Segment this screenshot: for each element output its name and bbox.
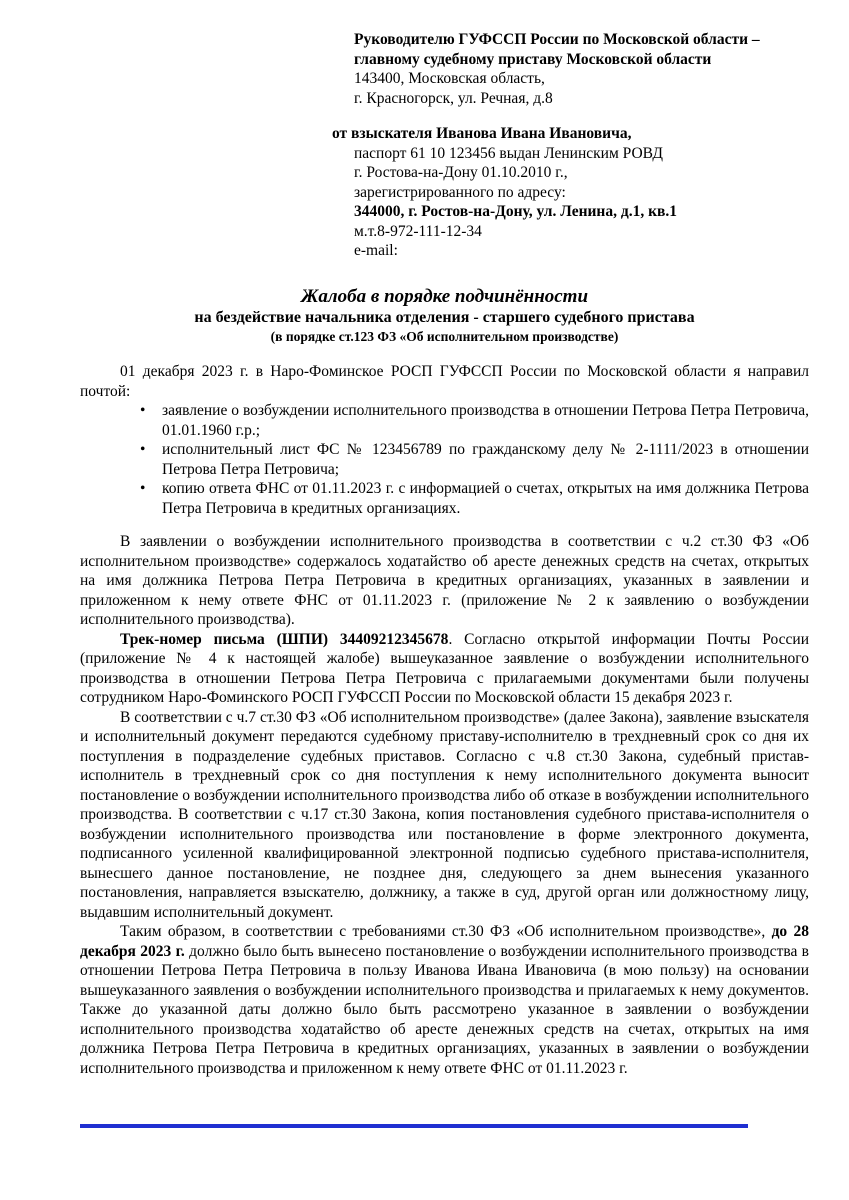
footer-divider <box>80 1124 748 1128</box>
document-title <box>80 286 809 346</box>
sender-line-7: e-mail: <box>354 242 398 259</box>
recipient-block <box>354 30 824 108</box>
list-item-text: копию ответа ФНС от 01.11.2023 г. с информацией о счетах, открытых на имя должника Петрова Петра Петровича в кредитных организациях. <box>162 480 809 517</box>
sender-block <box>332 124 822 261</box>
sender-line-3: г. Ростова-на-Дону 01.10.2010 г., <box>354 164 568 181</box>
list-item <box>80 401 809 440</box>
document-body <box>80 362 809 1078</box>
sender-line-6: м.т.8-972-111-12-34 <box>354 222 482 240</box>
conclusion-start: Таким образом, в соответствии с требованиями ст.30 ФЗ «Об исполнительном производстве», <box>120 923 772 940</box>
title-main: Жалоба в порядке подчинённости <box>300 286 589 307</box>
recipient-line-3: 143400, Московская область, <box>354 70 545 87</box>
recipient-line-1: Руководителю ГУФССП России по Московской области – <box>354 31 760 48</box>
sender-line-4: зарегистрированного по адресу: <box>354 183 566 201</box>
attachment-list <box>80 401 809 518</box>
recipient-line-2: главному судебному приставу Московской области <box>354 50 712 68</box>
bullet-icon: • <box>140 480 146 497</box>
tracking-number: Трек-номер письма (ШПИ) 34409212345678 <box>120 630 449 648</box>
deadline-date: до 28 декабря 2023 г. <box>80 923 810 960</box>
title-subtitle-2: (в порядке ст.123 ФЗ «Об исполнительном производстве) <box>270 329 619 344</box>
intro-paragraph: 01 декабря 2023 г. в Наро-Фоминское РОСП ГУФССП России по Московской области я направил почтой: <box>80 363 809 400</box>
paragraph-conclusion <box>80 922 809 1078</box>
recipient-line-4: г. Красногорск, ул. Речная, д.8 <box>354 89 553 107</box>
list-item-text: исполнительный лист ФС № 123456789 по гражданскому делу № 2-1111/2023 в отношении Петрова Петра Петровича; <box>162 441 809 478</box>
sender-line-2: паспорт 61 10 123456 выдан Ленинским РОВД <box>354 144 663 162</box>
tracking-text: . Согласно открытой информации Почты России (приложение № 4 к настоящей жалобе) вышеуказанное заявление о возбуждении исполнительного производства в отношении Петрова Петра Петровича с прилагаемыми документами были получены сотрудником Наро-Фоминского РОСП ГУФССП России по Московской области 15 декабря 2023 г. <box>80 630 809 706</box>
paragraph-petition: В заявлении о возбуждении исполнительного производства в соответствии с ч.2 ст.30 ФЗ «Об исполнительном производстве» содержалось ходатайство об аресте денежных средств на счетах, открытых на имя должника Петрова Петра Петровича в кредитных организациях, указанных в заявлении и приложенном к нему ответе ФНС от 01.11.2023 г. (приложение № 2 к заявлению о возбуждении исполнительного производства). <box>80 533 809 628</box>
paragraph-law: В соответствии с ч.7 ст.30 ФЗ «Об исполнительном производстве» (далее Закона), заявление взыскателя и исполнительный документ передаются судебному приставу-исполнителю в трехдневный срок со дня их поступления в подразделение судебных приставов. Согласно с ч.8 ст.30 Закона, судебный пристав-исполнитель в трехдневный срок со дня поступления к нему исполнительного документа выносит постановление о возбуждении исполнительного производства либо об отказе в возбуждении исполнительного производства. В соответствии с ч.17 ст.30 Закона, копия постановления судебного пристава-исполнителя о возбуждении исполнительного производства или постановление в форме электронного документа, подписанного усиленной квалифицированной электронной подписью судебного пристава-исполнителя, вынесшего данное постановление, не позднее дня, следующего за днем вынесения указанного постановления, направляется взыскателю, должнику, а также в суд, другой орган или должностному лицу, выдавшим исполнительный документ. <box>80 708 809 921</box>
title-subtitle: на бездействие начальника отделения - старшего судебного пристава <box>194 309 695 326</box>
sender-line-1: от взыскателя Иванова Ивана Ивановича, <box>332 125 632 142</box>
list-item-text: заявление о возбуждении исполнительного производства в отношении Петрова Петра Петровича, 01.01.1960 г.р.; <box>162 402 809 439</box>
paragraph-tracking <box>80 630 809 708</box>
bullet-icon: • <box>140 441 146 458</box>
list-item <box>80 479 809 518</box>
list-item <box>80 440 809 479</box>
sender-line-5: 344000, г. Ростов-на-Дону, ул. Ленина, д.1, кв.1 <box>354 203 678 220</box>
bullet-icon: • <box>140 402 146 419</box>
conclusion-rest: должно было быть вынесено постановление о возбуждении исполнительного производства в отношении Петрова Петра Петровича в пользу Иванова Ивана Ивановича (в мою пользу) на основании вышеуказанного заявления о возбуждении исполнительного производства и прилагаемых к нему документов. Также до указанной даты должно было быть рассмотрено указанное в заявлении о возбуждении исполнительного производства ходатайство об аресте денежных средств на счетах, открытых на имя должника Петрова Петра Петровича в кредитных организациях, указанных в заявлении о возбуждении исполнительного производства и приложенном к нему ответе ФНС от 01.11.2023 г. <box>80 942 809 1077</box>
